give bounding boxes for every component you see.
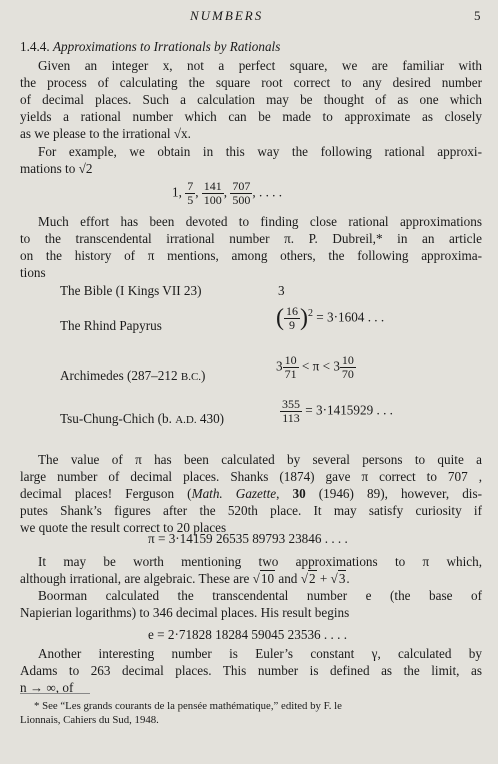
sequence-tail: , . . . .: [252, 184, 283, 200]
text-line: of decimal places. Such a calculation may be thought of as one which: [20, 92, 482, 107]
text-line: large number of decimal places. Shanks (1874) gave π correct to 707 ,: [20, 469, 482, 484]
text-line: It may be worth mentioning two approximations to π which,: [38, 554, 482, 569]
text-line: The value of π has been calculated by several persons to quite a: [38, 452, 482, 467]
text-line: n → ∞, of: [20, 680, 74, 695]
text-line: Adams to 263 decimal places. This number is defined as the limit, as: [20, 663, 482, 678]
paragraph-3: [20, 213, 482, 281]
fraction-7-5: $\frac{7}{5}$: [187, 179, 194, 207]
section-title: Approximations to Irrationals by Rationals: [52, 39, 281, 54]
fraction-141-100: $\frac{141}{100}$: [203, 179, 222, 207]
pi-table-label-tsu-chung-chich: Tsu-Chung-Chich (b. A.D. 430): [60, 411, 225, 426]
running-header-title: NUMBERS: [190, 8, 264, 23]
text-line: the process of calculating the square root correct to any desired number: [20, 75, 482, 90]
text-line: Napierian logarithms) to 346 decimal places. His result begins: [20, 605, 350, 620]
page-number: 5: [474, 8, 481, 23]
paragraph-5: [20, 553, 482, 587]
pi-table-label-rhind: The Rhind Papyrus: [60, 318, 162, 333]
paragraph-7: [20, 645, 482, 696]
section-heading: [20, 39, 280, 55]
footnote-rule: [20, 693, 90, 694]
text-line: to the transcendental irrational number π. P. Dubreil,* in an article: [20, 231, 482, 246]
text-line: Much effort has been devoted to finding close rational approximations: [38, 214, 482, 229]
e-value-equation: e = 2·71828 18284 59045 23536 . . . .: [148, 627, 348, 642]
pi-table-value-archimedes: 3 $\frac{10}{71}$ < π < 3 $\frac{10}{70}$: [276, 353, 354, 381]
paragraph-6: [20, 587, 482, 621]
pi-table-value-rhind: ( $\frac{16}{9}$ )$^2$ = 3·1604 . . .: [276, 304, 385, 332]
text-line: Boorman calculated the transcendental number e (the base of: [38, 588, 482, 603]
pi-table-value-tsu-chung-chich: $\frac{355}{113}$ = 3·1415929 . . .: [282, 397, 393, 425]
paragraph-1: [20, 57, 482, 142]
fraction-707-500: $\frac{707}{500}$: [232, 179, 251, 207]
text-line: as we please to the irrational √x.: [20, 126, 191, 141]
text-line: For example, we obtain in this way the following rational approxi-: [38, 144, 482, 159]
text-line: we quote the result correct to 20 places: [20, 520, 227, 535]
text-line: tions: [20, 265, 46, 280]
sqrt2-approximation-sequence: 1, $\frac{7}{5}$ , $\frac{141}{100}$ , $\frac{707}{500}$ , . . . .: [172, 179, 283, 207]
text-line: although irrational, are algebraic. These are √10 and √2 + √3.: [20, 571, 350, 586]
sequence-first-term: 1,: [172, 184, 182, 200]
footnote: [20, 699, 482, 727]
pi-value-equation: π = 3·14159 26535 89793 23846 . . . .: [148, 531, 348, 546]
section-number: 1.4.4.: [20, 39, 50, 54]
pi-table-label-archimedes: Archimedes (287–212 B.C.): [60, 368, 206, 383]
text-line: on the history of π mentions, among others, the following approxima-: [20, 248, 482, 263]
footnote-line: * See “Les grands courants de la pensée mathématique,” edited by F. le: [34, 700, 342, 712]
footnote-line: Lionnais, Cahiers du Sud, 1948.: [20, 714, 159, 726]
text-line: Another interesting number is Euler’s constant γ, calculated by: [38, 646, 482, 661]
text-line: decimal places! Ferguson (Math. Gazette, 30 (1946) 89), however, dis-: [20, 486, 482, 501]
text-line: mations to √2: [20, 161, 93, 176]
text-line: Given an integer x, not a perfect square, we are familiar with: [38, 58, 482, 73]
pi-table-label-bible: The Bible (I Kings VII 23): [60, 283, 202, 298]
pi-table-value-bible: 3: [278, 283, 285, 298]
paragraph-2: [20, 143, 482, 177]
text-line: putes Shank’s figures after the 520th place. It may satisfy curiosity if: [20, 503, 482, 518]
paragraph-4: [20, 451, 482, 536]
text-line: yields a rational number which can be made to approximate as closely: [20, 109, 482, 124]
